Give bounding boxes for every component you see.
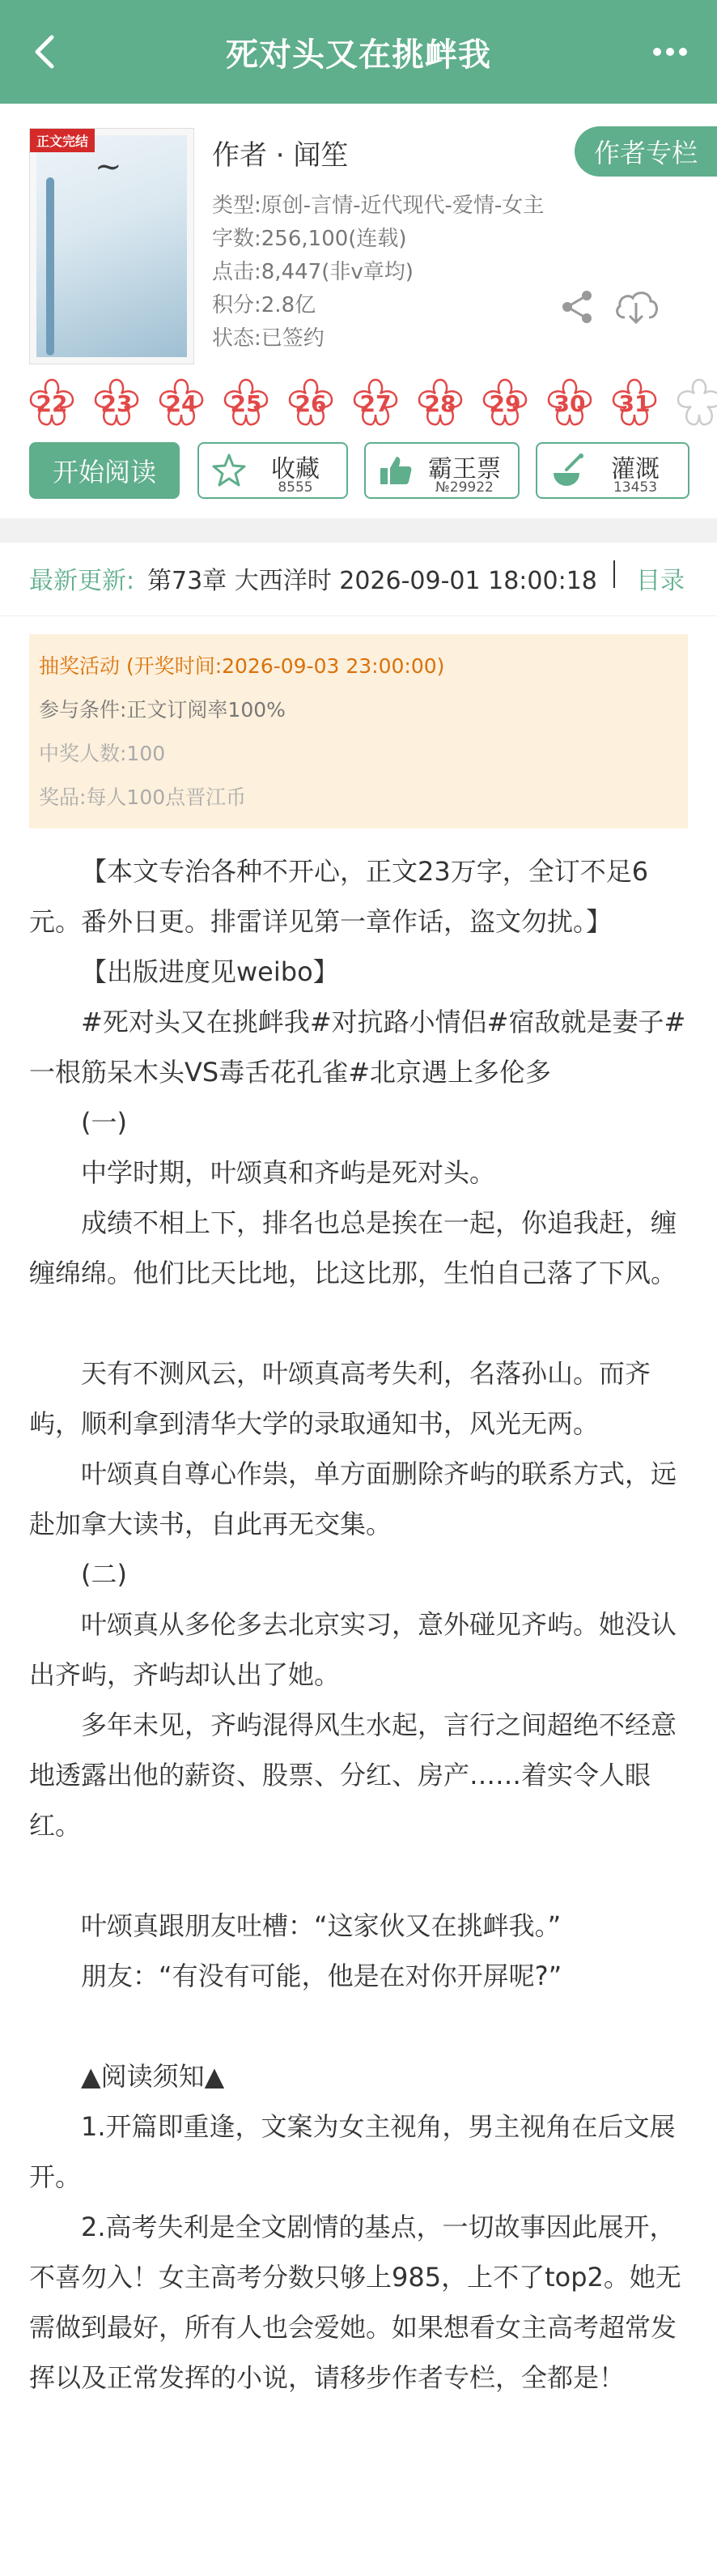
flower-badge[interactable]	[24, 376, 79, 431]
meta-wordcount: 字数:256,100(连载)	[212, 227, 407, 251]
flower-label: 24	[165, 390, 197, 417]
intro-notice-item: 2.高考失利是全文剧情的基点，一切故事因此展开，不喜勿入！女主高考分数只够上985，上不了top2。她无需做到最好，所有人也会爱她。如果想看女主高考超常发挥以及正常发挥的小说，请移步作者专栏，全都是！	[29, 2212, 681, 2393]
intro-paragraph: 成绩不相上下，排名也总是挨在一起，你追我赶，缠缠绵绵。他们比天比地，比这比那，生怕自己落了下风。	[29, 1207, 677, 1288]
action-bar	[0, 437, 717, 507]
flower-label: 30	[554, 390, 586, 417]
collect-count: 8555	[278, 479, 313, 496]
lottery-winners: 中奖人数:100	[39, 742, 166, 765]
book-meta	[212, 189, 544, 356]
flower-label: 29	[489, 390, 521, 417]
toc-link[interactable]: 目录	[636, 567, 685, 595]
flower-label: 25	[230, 390, 262, 417]
water-label: 灌溉	[611, 455, 660, 483]
flower-label: 27	[359, 390, 392, 417]
star-icon	[210, 452, 248, 489]
book-info	[0, 104, 717, 371]
flower-badge[interactable]	[477, 376, 532, 431]
latest-chapter-link[interactable]: 第73章 大西洋时 2026-09-01 18:00:18	[147, 567, 597, 595]
latest-update-label: 最新更新:	[29, 567, 135, 595]
lottery-box	[29, 634, 688, 828]
vote-count: №29922	[435, 479, 494, 496]
cover-badge: 正文完结	[30, 129, 95, 152]
top-bar	[0, 0, 717, 104]
intro-paragraph: 【本文专治各种不开心，正文23万字，全订不足6元。番外日更。排雷详见第一章作话，盗文勿扰。】	[29, 856, 649, 937]
intro-paragraph: 朋友：“有没有可能，他是在对你开屏呢?”	[81, 1961, 562, 1991]
cloud-download-icon[interactable]	[612, 285, 660, 327]
intro-paragraph: 天有不测风云，叶颂真高考失利，名落孙山。而齐屿，顺利拿到清华大学的录取通知书，风光无两。	[29, 1358, 651, 1439]
collect-label: 收藏	[271, 455, 320, 483]
intro-blank-line	[29, 2001, 688, 2051]
cover-calligraphy: ~	[95, 148, 122, 185]
vote-button[interactable]	[364, 442, 520, 499]
author-name[interactable]: 作者 · 闻笙	[212, 139, 349, 172]
flower-row	[0, 371, 717, 437]
intro-blank-line	[29, 1298, 688, 1348]
flower-badge[interactable]	[607, 376, 662, 431]
water-button[interactable]	[536, 442, 689, 499]
intro-blank-line	[29, 1850, 688, 1901]
intro-paragraph: 叶颂真自尊心作祟，单方面删除齐屿的联系方式，远赴加拿大读书，自此再无交集。	[29, 1458, 677, 1539]
flower-badge[interactable]	[348, 376, 403, 431]
thumbs-up-icon	[377, 452, 414, 489]
flower-label: 31	[618, 390, 651, 417]
flower-badge[interactable]	[218, 376, 274, 431]
section-divider	[0, 518, 717, 543]
intro-paragraph: 【出版进度见weibo】	[81, 956, 339, 987]
collect-button[interactable]	[197, 442, 348, 499]
intro-notice-item: 1.开篇即重逢，文案为女主视角，男主视角在后文展开。	[29, 2111, 676, 2192]
intro-paragraph: (二)	[81, 1559, 127, 1590]
meta-type: 类型:原创-言情-近代现代-爱情-女主	[212, 194, 545, 218]
chevron-left-icon[interactable]	[24, 29, 70, 75]
share-icon[interactable]	[558, 288, 596, 326]
flower-label: 26	[295, 390, 327, 417]
flower-badge[interactable]	[542, 376, 597, 431]
meta-status: 状态:已签约	[212, 326, 325, 351]
vote-label: 霸王票	[428, 455, 501, 483]
intro-paragraph: 多年未见，齐屿混得风生水起，言行之间超绝不经意地透露出他的薪资、股票、分红、房产……着实令人眼红。	[29, 1710, 677, 1841]
intro-paragraph: 叶颂真跟朋友吐槽：“这家伙又在挑衅我。”	[81, 1910, 562, 1941]
flower-badge[interactable]	[283, 376, 338, 431]
lottery-title: 抽奖活动 (开奖时间:2026-09-03 23:00:00)	[39, 654, 445, 678]
lottery-prize: 奖品:每人100点晋江币	[39, 786, 247, 809]
divider	[613, 560, 615, 588]
flower-icon	[672, 376, 717, 431]
flower-badge[interactable]	[89, 376, 144, 431]
flower-label: 23	[100, 390, 133, 417]
book-intro	[0, 828, 717, 2403]
more-dots-icon[interactable]	[651, 36, 689, 68]
book-cover[interactable]	[29, 128, 194, 364]
lottery-condition: 参与条件:正文订阅率100%	[39, 698, 286, 722]
flower-label: 28	[424, 390, 456, 417]
flower-badge[interactable]	[413, 376, 468, 431]
flower-badge-partial[interactable]	[672, 376, 717, 431]
intro-paragraph: 中学时期，叶颂真和齐屿是死对头。	[81, 1157, 496, 1188]
intro-tags: #死对头又在挑衅我#对抗路小情侣#宿敌就是妻子#一根筋呆木头VS毒舌花孔雀#北京遇上多伦多	[29, 1007, 686, 1088]
intro-paragraph: 叶颂真从多伦多去北京实习，意外碰见齐屿。她没认出齐屿，齐屿却认出了她。	[29, 1609, 677, 1690]
watering-icon	[549, 452, 586, 489]
water-count: 13453	[613, 479, 658, 496]
intro-notice-title: ▲阅读须知▲	[81, 2061, 225, 2092]
flower-badge[interactable]	[154, 376, 209, 431]
start-reading-button[interactable]: 开始阅读	[29, 442, 180, 499]
meta-score: 积分:2.8亿	[212, 293, 316, 317]
intro-paragraph: (一)	[81, 1107, 127, 1138]
meta-clicks: 点击:8,447(非v章均)	[212, 260, 414, 284]
cover-brushstroke	[46, 177, 54, 356]
author-column-button[interactable]: 作者专栏	[575, 126, 717, 177]
latest-update	[0, 543, 717, 616]
page-title: 死对头又在挑衅我	[226, 36, 491, 74]
flower-label: 22	[36, 390, 68, 417]
